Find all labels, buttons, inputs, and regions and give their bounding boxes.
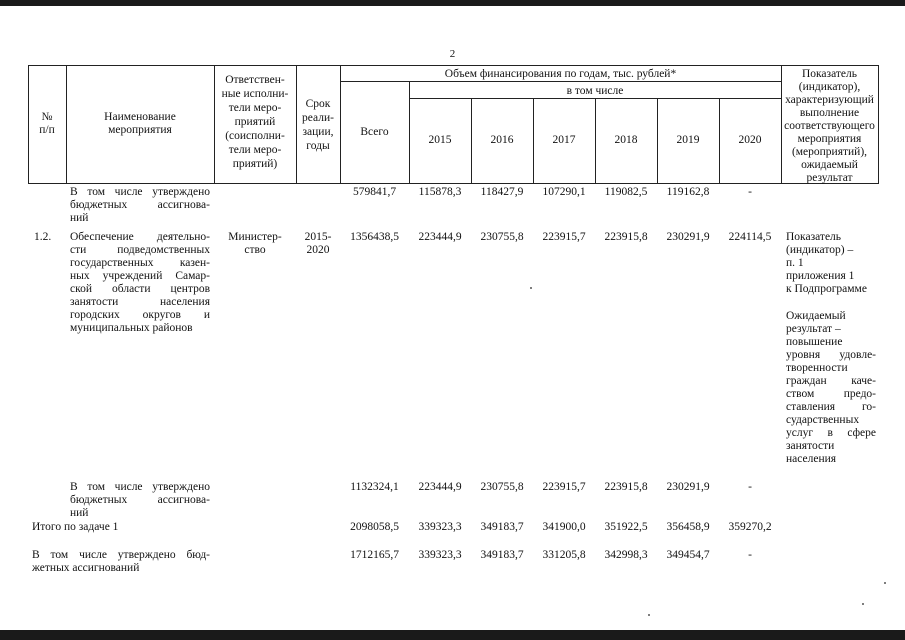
scan-speck xyxy=(648,614,650,616)
header-indicator-5: соответствующего xyxy=(784,120,875,132)
item-1-2-name-5: ской области центров xyxy=(70,283,210,295)
item-1-2-expected-2: результат – xyxy=(786,323,841,335)
header-indicator-2: (индикатор), xyxy=(798,81,861,93)
scan-speck xyxy=(862,603,864,605)
item-1-2-name-3: государственных казен- xyxy=(70,257,210,269)
header-resp-4: приятий xyxy=(234,116,276,128)
header-financing-title: Объем финансирования по годам, тыс. рублей* xyxy=(444,68,677,80)
item-1-2-responsible-1: Министер- xyxy=(228,231,282,243)
approved-a-2015: 115878,3 xyxy=(418,186,462,198)
header-name-2: мероприятия xyxy=(108,124,172,136)
total-task-1-2016: 349183,7 xyxy=(480,521,524,533)
header-indicator-4: выполнение xyxy=(799,107,860,119)
header-year-2015: 2015 xyxy=(428,134,452,146)
header-resp-6: тели меро- xyxy=(228,144,282,156)
header-resp-3: тели меро- xyxy=(228,102,282,114)
header-indicator-1: Показатель xyxy=(801,68,858,80)
header-indicator-3: характеризующий xyxy=(785,94,874,106)
approved-b-label-3: ний xyxy=(70,507,89,519)
item-1-2-expected-6: граждан каче- xyxy=(786,375,876,387)
header-resp-7: приятий) xyxy=(232,158,278,170)
item-1-2-name-4: ных учреждений Самар- xyxy=(70,270,210,282)
item-1-2-indicator-5: к Подпрограмме xyxy=(786,283,867,295)
header-indicator-8: ожидаемый xyxy=(801,159,858,171)
item-1-2-2015: 223444,9 xyxy=(418,231,462,243)
header-year-2020: 2020 xyxy=(738,134,762,146)
item-1-2-indicator-3: п. 1 xyxy=(786,257,804,269)
approved-total-2018: 342998,3 xyxy=(604,549,648,561)
header-term-1: Срок xyxy=(305,98,331,110)
item-1-2-expected-7: ством предо- xyxy=(786,388,876,400)
header-including: в том числе xyxy=(566,85,624,97)
item-1-2-name-8: муниципальных районов xyxy=(70,322,193,334)
item-1-2-term-2: 2020 xyxy=(306,244,330,256)
border-right xyxy=(878,65,879,183)
scan-border-top xyxy=(0,0,905,6)
approved-b-2020: - xyxy=(748,481,752,493)
approved-a-2018: 119082,5 xyxy=(604,186,648,198)
total-task-1-2015: 339323,3 xyxy=(418,521,462,533)
item-1-2-expected-1: Ожидаемый xyxy=(786,310,846,322)
approved-a-2020: - xyxy=(748,186,752,198)
scan-border-bottom xyxy=(0,630,905,640)
total-task-1-2017: 341900,0 xyxy=(542,521,586,533)
approved-total-label-2: жетных ассигнований xyxy=(32,562,140,574)
header-term-2: реали- xyxy=(302,112,334,124)
item-1-2-indicator-1: Показатель xyxy=(786,231,842,243)
header-year-2018: 2018 xyxy=(614,134,638,146)
table-rule-header-bottom xyxy=(28,183,879,184)
item-1-2-2018: 223915,8 xyxy=(604,231,648,243)
total-task-1-2020: 359270,2 xyxy=(728,521,772,533)
scan-speck xyxy=(884,582,886,584)
header-indicator-9: результат xyxy=(806,172,853,184)
item-1-2-expected-3: повышение xyxy=(786,336,843,348)
item-1-2-name-7: городских округов и xyxy=(70,309,210,321)
item-1-2-expected-9: сударственных xyxy=(786,414,860,426)
header-resp-1: Ответствен- xyxy=(225,74,285,86)
approved-total-2016: 349183,7 xyxy=(480,549,524,561)
header-term-3: зации, xyxy=(302,126,334,138)
header-resp-2: ные исполни- xyxy=(221,88,289,100)
header-indicator-7: (мероприятий), xyxy=(791,146,868,158)
total-task-1-2018: 351922,5 xyxy=(604,521,648,533)
item-1-2-name-2: сти подведомственных xyxy=(70,244,210,256)
item-1-2-expected-10: услуг в сфере xyxy=(786,427,876,439)
border-after-term xyxy=(340,65,341,183)
approved-total-2020: - xyxy=(748,549,752,561)
approved-a-2017: 107290,1 xyxy=(542,186,586,198)
approved-total-2017: 331205,8 xyxy=(542,549,586,561)
header-year-2016: 2016 xyxy=(490,134,514,146)
rule-under-financing-title xyxy=(340,81,781,82)
approved-b-label-2: бюджетных ассигнова- xyxy=(70,494,210,506)
item-1-2-expected-12: населения xyxy=(786,453,837,465)
scan-speck xyxy=(530,287,532,289)
approved-a-label-1: В том числе утверждено xyxy=(70,186,210,198)
approved-total-total: 1712165,7 xyxy=(350,549,399,561)
header-year-2019: 2019 xyxy=(676,134,700,146)
approved-a-total: 579841,7 xyxy=(352,186,397,198)
item-1-2-2016: 230755,8 xyxy=(480,231,524,243)
item-1-2-expected-4: уровня удовле- xyxy=(786,349,876,361)
approved-a-label-2: бюджетных ассигнова- xyxy=(70,199,210,211)
item-1-2-indicator-4: приложения 1 xyxy=(786,270,855,282)
item-1-2-2019: 230291,9 xyxy=(666,231,710,243)
item-1-2-number: 1.2. xyxy=(34,231,52,243)
item-1-2-name-1: Обеспечение деятельно- xyxy=(70,231,210,243)
header-total: Всего xyxy=(360,126,389,138)
approved-b-total: 1132324,1 xyxy=(350,481,399,493)
total-task-1-label: Итого по задаче 1 xyxy=(32,521,119,533)
approved-b-2016: 230755,8 xyxy=(480,481,524,493)
approved-total-label-1: В том числе утверждено бюд- xyxy=(32,549,210,561)
header-name-1: Наименование xyxy=(104,111,176,123)
item-1-2-expected-5: творенности xyxy=(786,362,848,374)
item-1-2-total: 1356438,5 xyxy=(350,231,399,243)
approved-total-2015: 339323,3 xyxy=(418,549,462,561)
total-task-1-total: 2098058,5 xyxy=(350,521,399,533)
approved-b-2018: 223915,8 xyxy=(604,481,648,493)
item-1-2-name-6: занятости населения xyxy=(70,296,210,308)
item-1-2-indicator-2: (индикатор) – xyxy=(786,244,854,256)
item-1-2-2020: 224114,5 xyxy=(728,231,772,243)
header-term-4: годы xyxy=(306,140,330,152)
table-rule-top xyxy=(28,65,879,66)
total-task-1-2019: 356458,9 xyxy=(666,521,710,533)
item-1-2-term-1: 2015- xyxy=(304,231,332,243)
approved-b-2015: 223444,9 xyxy=(418,481,462,493)
header-no-1: № xyxy=(41,111,53,123)
page-number: 2 xyxy=(449,48,456,60)
approved-a-2016: 118427,9 xyxy=(480,186,524,198)
header-no-2: п/п xyxy=(39,124,55,136)
item-1-2-expected-8: ставления го- xyxy=(786,401,876,413)
header-year-2017: 2017 xyxy=(552,134,576,146)
item-1-2-2017: 223915,7 xyxy=(542,231,586,243)
header-resp-5: (соисполни- xyxy=(225,130,285,142)
item-1-2-expected-11: занятости xyxy=(786,440,835,452)
approved-b-2019: 230291,9 xyxy=(666,481,710,493)
approved-b-2017: 223915,7 xyxy=(542,481,586,493)
header-indicator-6: мероприятия xyxy=(797,133,862,145)
approved-b-label-1: В том числе утверждено xyxy=(70,481,210,493)
approved-a-label-3: ний xyxy=(70,212,89,224)
approved-a-2019: 119162,8 xyxy=(666,186,710,198)
item-1-2-responsible-2: ство xyxy=(244,244,266,256)
approved-total-2019: 349454,7 xyxy=(666,549,710,561)
